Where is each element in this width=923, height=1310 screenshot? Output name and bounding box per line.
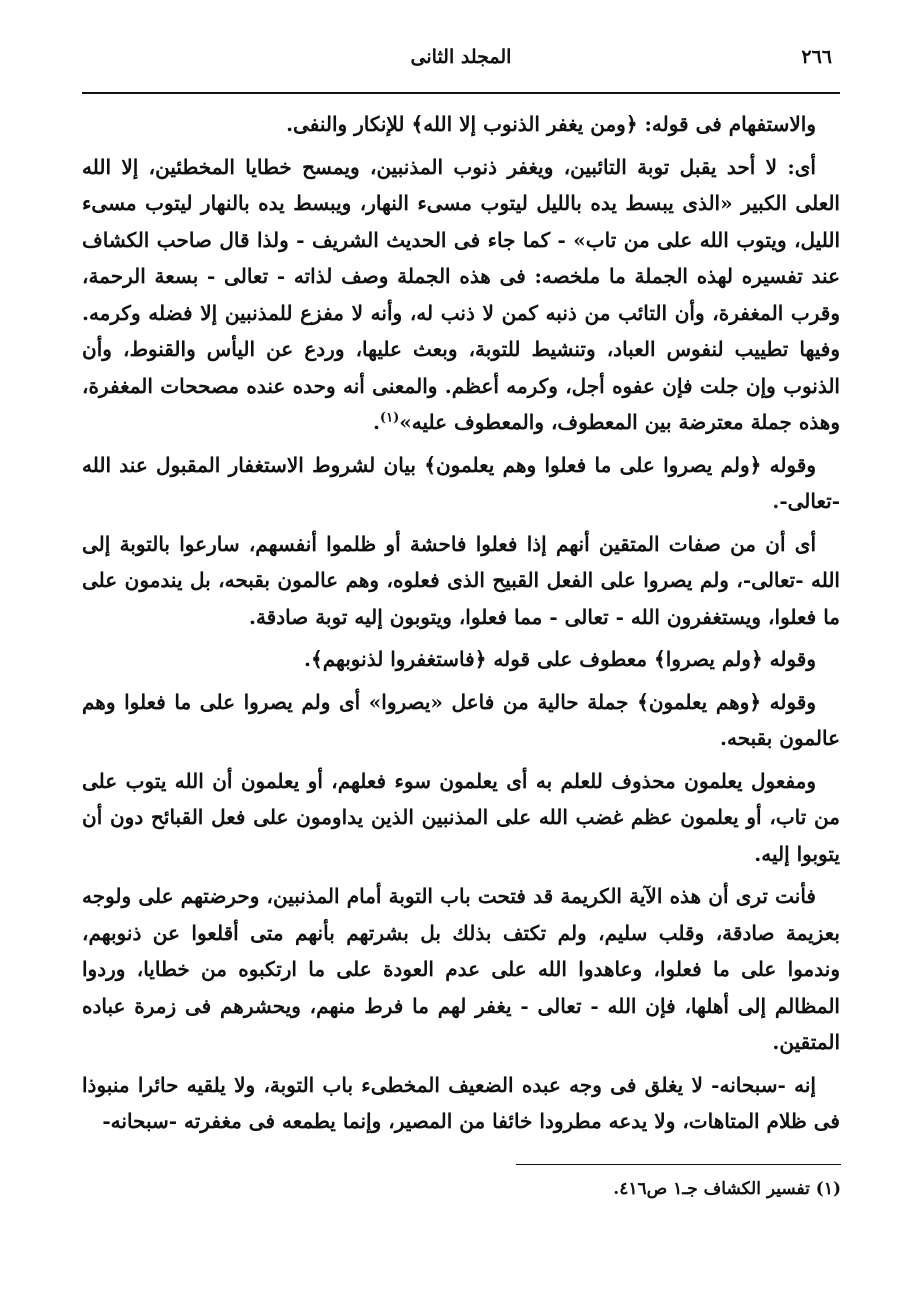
paragraph: وقوله ﴿ولم يصروا﴾ معطوف على قوله ﴿فاستغفروا لذنوبهم﴾. (304, 647, 816, 671)
body-text (82, 106, 840, 1146)
paragraph: وقوله ﴿ولم يصروا على ما فعلوا وهم يعلمون﴾ بيان لشروط الاستغفار المقبول عند الله -تعالى-. (82, 452, 840, 513)
page-number: ٢٦٦ (801, 46, 832, 68)
paragraph: ومفعول يعلمون محذوف للعلم به أى يعلمون سوء فعلهم، أو يعلمون أن الله يتوب على من تاب، أو يعلمون عظم غضب الله على المذنبين الذين يداومون على فعل القبائح دون أن يتوبوا إليه. (82, 768, 840, 866)
paragraph: إنه -سبحانه- لا يغلق فى وجه عبده الضعيف المخطىء باب التوبة، ولا يلقيه حائرا منبوذا فى ظلام المتاهات، ولا يدعه مطرودا خائفا من المصير، وإنما يطمعه فى مغفرته -سبحانه- (82, 1072, 840, 1133)
paragraph: فأنت ترى أن هذه الآية الكريمة قد فتحت باب التوبة أمام المذنبين، وحرضتهم على ولوجه بعزيمة صادقة، وقلب سليم، ولم تكتف بذلك بل بشرتهم بأنهم متى أقلعوا عن ذنوبهم، وندموا على ما فعلوا، وعاهدوا الله على عدم العودة على ما ارتكبوه من خطايا، وردوا المظالم إلى أهلها، فإن الله - تعالى - يغفر لهم ما فرط منهم، ويحشرهم فى زمرة عباده المتقين. (82, 884, 840, 1054)
paragraph-text: أى: لا أحد يقبل توبة التائبين، ويغفر ذنوب المذنبين، ويمسح خطايا المخطئين، إلا الله العلى الكبير «الذى يبسط يده بالليل ليتوب مسىء النهار، ويبسط يده بالنهار ليتوب مسىء الليل، ويتوب الله على من تاب» - كما جاء فى الحديث الشريف - ولذا قال صاحب الكشاف عند تفسيره لهذه الجملة ما ملخصه: فى هذه الجملة وصف لذاته - تعالى - بسعة الرحمة، وقرب المغفرة، وأن التائب من ذنبه كمن لا ذنب له، وأنه لا مفزع للمذنبين إلا فضله وكرمه. وفيها تطييب لنفوس العباد، وتنشيط للتوبة، وبعث عليها، وردع عن اليأس والقنوط، وأن الذنوب وإن جلت فإن عفوه أجل، وكرمه أعظم. والمعنى أنه وحده عنده مصححات المغفرة، وهذه جملة معترضة بين المعطوف، والمعطوف عليه» (82, 154, 840, 434)
paragraph-with-footnote: أى: لا أحد يقبل توبة التائبين، ويغفر ذنوب المذنبين، ويمسح خطايا المخطئين، إلا الله العلى الكبير «الذى يبسط يده بالليل ليتوب مسىء النهار، ويبسط يده بالنهار ليتوب مسىء الليل، ويتوب الله على من تاب» - كما جاء فى الحديث الشريف - ولذا قال صاحب الكشاف عند تفسيره لهذه الجملة ما ملخصه: فى هذه الجملة وصف لذاته - تعالى - بسعة الرحمة، وقرب المغفرة، وأن التائب من ذنبه كمن لا ذنب له، وأنه لا مفزع للمذنبين إلا فضله وكرمه. وفيها تطييب لنفوس العباد، وتنشيط للتوبة، وبعث عليها، وردع عن اليأس والقنوط، وأن الذنوب وإن جلت فإن عفوه أجل، وكرمه أعظم. والمعنى أنه وحده عنده مصححات المغفرة، وهذه جملة معترضة بين المعطوف، والمعطوف عليه»$^{(١)}$. (82, 154, 840, 434)
page-header (82, 42, 840, 82)
paragraph: وقوله ﴿وهم يعلمون﴾ جملة حالية من فاعل «يصروا» أى ولم يصروا على ما فعلوا وهم عالمون بقبحه. (82, 689, 840, 750)
footnote-marker: (١) (379, 410, 400, 426)
paragraph: والاستفهام فى قوله: ﴿ومن يغفر الذنوب إلا الله﴾ للإنكار والنفى. (286, 112, 816, 136)
running-title: المجلد الثانى (410, 46, 512, 68)
paragraph: أى أن من صفات المتقين أنهم إذا فعلوا فاحشة أو ظلموا أنفسهم، سارعوا بالتوبة إلى الله -تعالى-، ولم يصروا على الفعل القبيح الذى فعلوه، وهم عالمون بقبحه، بل يندمون على ما فعلوا، ويستغفرون الله - تعالى - مما فعلوا، ويتوبون إليه توبة صادقة. (82, 531, 840, 629)
header-rule (82, 92, 840, 94)
footnote: (١) تفسير الكشاف جـ١ ص٤١٦. (613, 1179, 841, 1199)
footnote-rule (516, 1164, 841, 1165)
